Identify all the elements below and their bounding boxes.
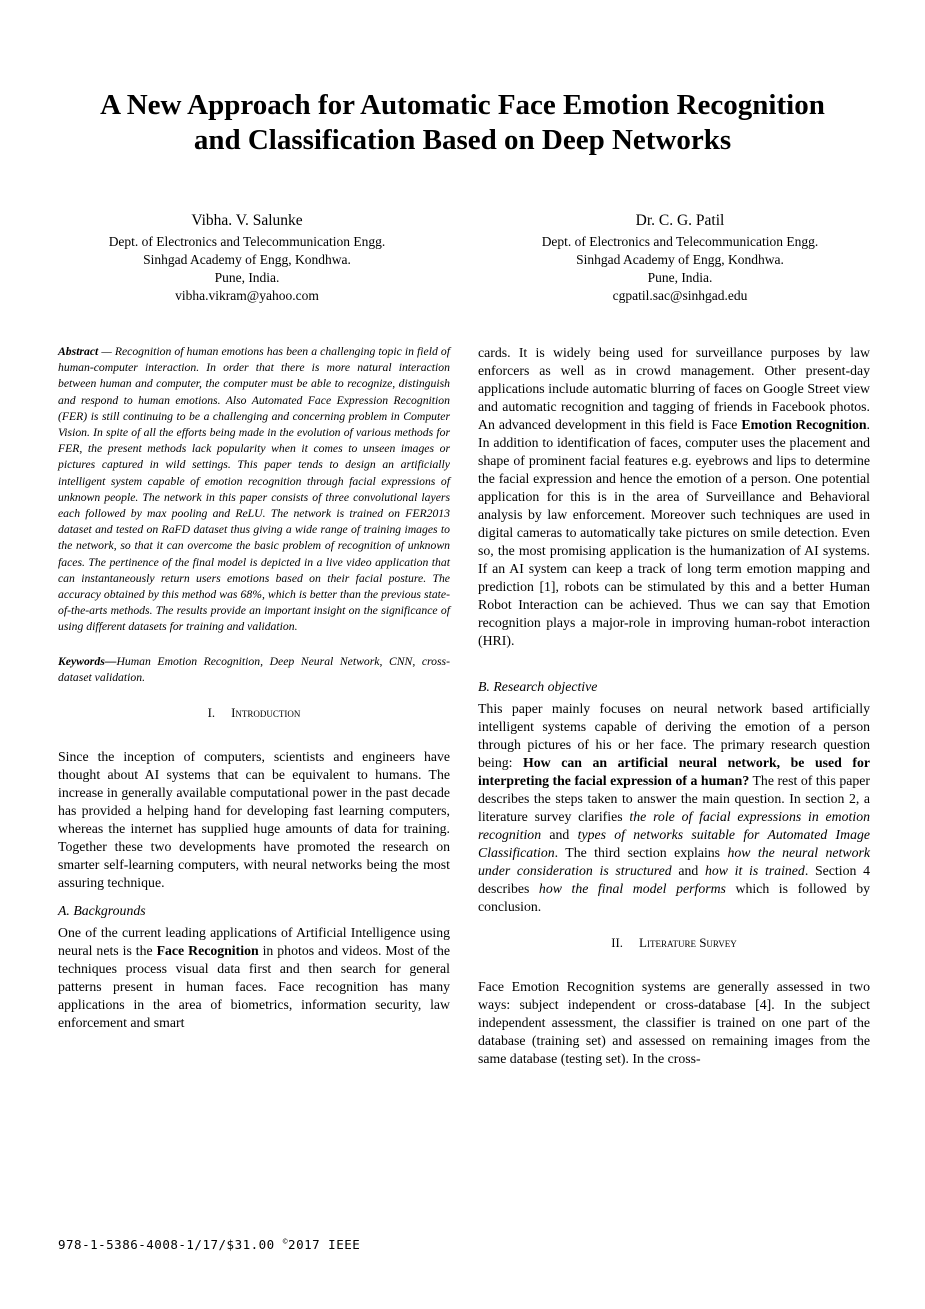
author-block-1 <box>37 212 457 305</box>
section-number: I. <box>207 706 216 721</box>
copyright-footer <box>58 1237 360 1252</box>
section-title: Literature Survey <box>639 935 737 950</box>
right-column <box>478 344 870 1068</box>
author-email: vibha.vikram@yahoo.com <box>175 288 319 303</box>
section-heading-literature-survey <box>478 934 870 952</box>
author-institution: Sinhgad Academy of Engg, Kondhwa. <box>576 252 784 267</box>
author-institution: Sinhgad Academy of Engg, Kondhwa. <box>143 252 351 267</box>
subsection-heading-backgrounds: A. Backgrounds <box>58 903 146 919</box>
section-number: II. <box>611 936 624 950</box>
bold-question: How can an artificial neural network, be used for interpreting the facial expression of a human? <box>478 755 870 788</box>
section-heading-introduction <box>58 704 450 722</box>
author-name: Dr. C. G. Patil <box>635 212 725 229</box>
author-dept: Dept. of Electronics and Telecommunication Engg. <box>541 234 819 249</box>
abstract-label: Abstract <box>58 345 99 358</box>
copyright-year: 2017 IEEE <box>288 1237 361 1253</box>
isbn-price: 978-1-5386-4008-1/17/$31.00 <box>58 1237 283 1253</box>
title-line-2: and Classification Based on Deep Networks <box>193 124 732 156</box>
literature-paragraph: Face Emotion Recognition systems are generally assessed in two ways: subject independent or cross-database [4]. In the subject independent assessment, the classifier is trained on one part of the database (training set) and assessed on remaining images from the same database (testing set). In the cross- <box>478 979 870 1066</box>
author-email: cgpatil.sac@sinhgad.edu <box>612 288 748 303</box>
keywords <box>58 654 450 686</box>
author-name: Vibha. V. Salunke <box>191 212 303 229</box>
research-paragraph: This paper mainly focuses on neural network based artificially intelligent systems capable of deriving the emotion of a person through pictures of his or her face. The primary research question being: How can an artificial neural network, be used for interpreting the facial expression of a human? The rest of this paper describes the steps taken to answer the main question. In section 2, a literature survey clarifies the role of facial expressions in emotion recognition and types of networks suitable for Automated Image Classification. The third section explains how the neural network under consideration is structured and how it is trained. Section 4 describes how the final model performs which is followed by conclusion. <box>478 701 871 914</box>
paper-title <box>0 88 925 158</box>
keywords-label: Keywords— <box>58 654 117 668</box>
bold-term: Emotion Recognition <box>741 417 867 432</box>
section-title: Introduction <box>231 705 301 721</box>
intro-paragraph: Since the inception of computers, scientists and engineers have thought about AI systems that can be equivalent to humans. The increase in generally available computational power in the past decade has provided a helping hand for developing fast learning computers, whereas the internet has supplied huge amounts of data for training. Together these two developments have promoted the research on smarter self-learning computers, with neural networks being the most assuring technique. <box>58 749 450 891</box>
author-city: Pune, India. <box>647 270 713 285</box>
subsection-heading-research-objective: B. Research objective <box>478 679 598 694</box>
author-dept: Dept. of Electronics and Telecommunication Engg. <box>108 234 386 249</box>
bold-term: Face Recognition <box>156 943 259 959</box>
background-paragraph: One of the current leading applications of Artificial Intelligence using neural nets is the Face Recognition in photos and videos. Most of the techniques process visual data first and then search for general patterns present in human faces. Face recognition has many applications in the area of biometrics, information security, law enforcement and smart <box>58 925 450 1031</box>
abstract-text: Recognition of human emotions has been a challenging topic in field of human-computer interaction. In order that there is more natural interaction between human and computer, the computer must be able to recognize, distinguish and respond to human emotions. Also Automated Face Expression Recognition (FER) is still continuing to be a challenging and concerning problem in Computer Vision. In spite of all the efforts being made in the evolution of various methods for FER, the present methods lack popularity when it comes to unseen images or pictures captured in wild settings. This paper tends to design an artificially intelligent system capable of emotion recognition through facial expressions of unknown people. The network in this paper consists of three convolutional layers each followed by max pooling and ReLU. The network is trained on FER2013 dataset and tested on RaFD dataset thus giving a wide range of training images to the network, so that it can overcome the basic problem of recognition of unknown faces. The pertinence of the final model is depicted in a live video application that can instantaneously return users emotions based on their facial posture. The accuracy obtained by this method was 68%, which is better than the previous state-of-the-arts methods. The results provide an important insight on the significance of using different datasets for training and validation. <box>58 345 450 634</box>
left-column <box>58 344 450 1032</box>
copyright-symbol: © <box>282 1237 289 1246</box>
author-block-2 <box>470 212 890 305</box>
title-line-1: A New Approach for Automatic Face Emotion Recognition <box>100 89 825 121</box>
abstract-dash: — <box>98 345 115 358</box>
abstract <box>58 344 450 636</box>
keywords-text: Human Emotion Recognition, Deep Neural Network, CNN, cross- dataset validation. <box>58 654 450 684</box>
background-paragraph-continued: cards. It is widely being used for surveillance purposes by law enforcers as well as in crowd management. Other present-day applications include automatic blurring of faces on Google Street view and automatic recognition and tagging of friends in Facebook photos. An advanced development in this field is Face Emotion Recognition. In addition to identification of faces, computer uses the placement and shape of prominent facial features e.g. eyebrows and lips to determine the facial expression and hence the emotion of a person. One potential application for this is in the area of Surveillance and Behavioral analysis by law enforcement. Moreover such techniques are used in digital cameras to automatically take pictures on smile detection. Even so, the most promising application is the humanization of AI systems. If an AI system can keep a track of long term emotion mapping and prediction [1], robots can be stimulated by this and a better Human Robot Interaction can be achieved. Thus we can say that Emotion recognition plays a major-role in improving human-robot interaction (HRI). <box>478 345 870 648</box>
author-city: Pune, India. <box>214 270 280 285</box>
